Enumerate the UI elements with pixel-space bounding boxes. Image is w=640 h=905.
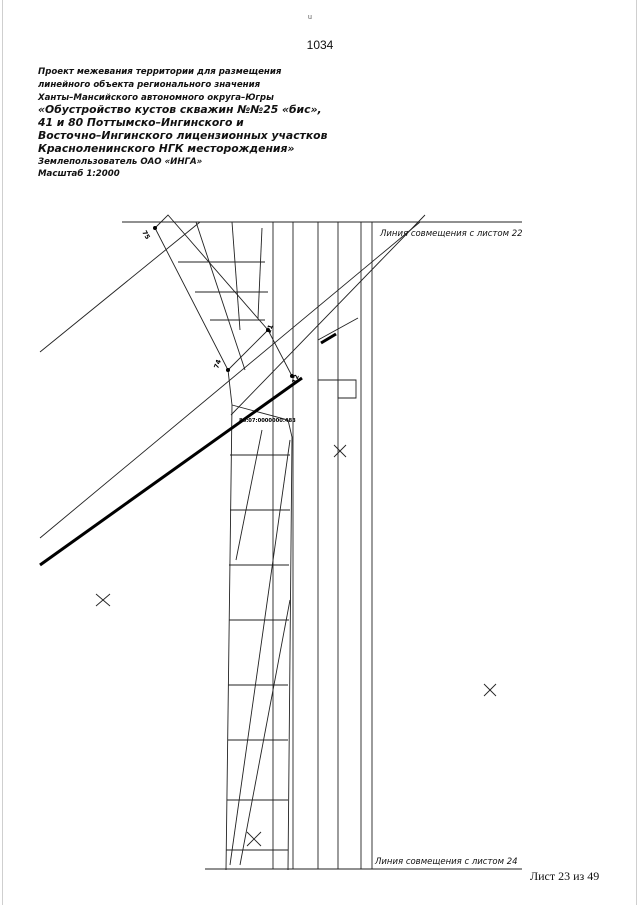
land-user: Землепользователь ОАО «ИНГА» [38,156,203,167]
title-line: Восточно–Ингинского лицензионных участков [38,128,328,142]
parcel-boundary [155,215,292,376]
point-74 [226,368,230,372]
title-line: линейного объекта регионального значения [38,79,261,90]
parcel-number: 86:07:0000000:483 [239,418,296,424]
survey-cross-3 [484,684,496,696]
point-label-74: 74 [212,358,223,370]
pipeline-edge [40,222,420,538]
point-label-11: 11 [264,323,275,335]
survey-cross-4 [247,832,261,846]
point-75 [153,226,157,230]
title-line: Проект межевания территории для размещения [38,67,282,77]
scan-mark: u [308,14,312,21]
title-line: «Обустройство кустов скважин №№25 «бис», [38,103,322,117]
pipeline-bold [40,378,302,565]
hatch-diagonal [230,440,290,865]
survey-cross-1 [334,445,346,457]
map-scale: Масштаб 1:2000 [38,169,120,180]
page-number: 1034 [306,38,334,52]
title-line: 41 и 80 Поттымско–Ингинского и [38,116,244,130]
parcel-boundary [155,228,232,870]
bottom-match-label: Линия совмещения с листом 24 [375,857,518,867]
pad-outline [318,380,356,398]
survey-cross-2 [96,594,110,606]
hatch-diagonal [236,430,262,560]
title-line: Ханты–Мансийского автономного округа–Югры [38,92,274,103]
hatch-diagonal [232,222,240,330]
hatch-diagonal [258,228,262,318]
pipeline-edge [40,222,200,352]
point-label-75: 75 [140,229,152,241]
sheet-counter: Лист 23 из 49 [530,869,600,883]
title-line: Красноленинского НГК месторождения» [38,141,295,155]
point-label-12: 12 [290,373,301,385]
pipeline-edge [231,215,425,415]
pipeline-bold [321,334,336,343]
hatch-diagonal [240,600,290,865]
top-match-label: Линия совмещения с листом 22 [380,229,523,239]
